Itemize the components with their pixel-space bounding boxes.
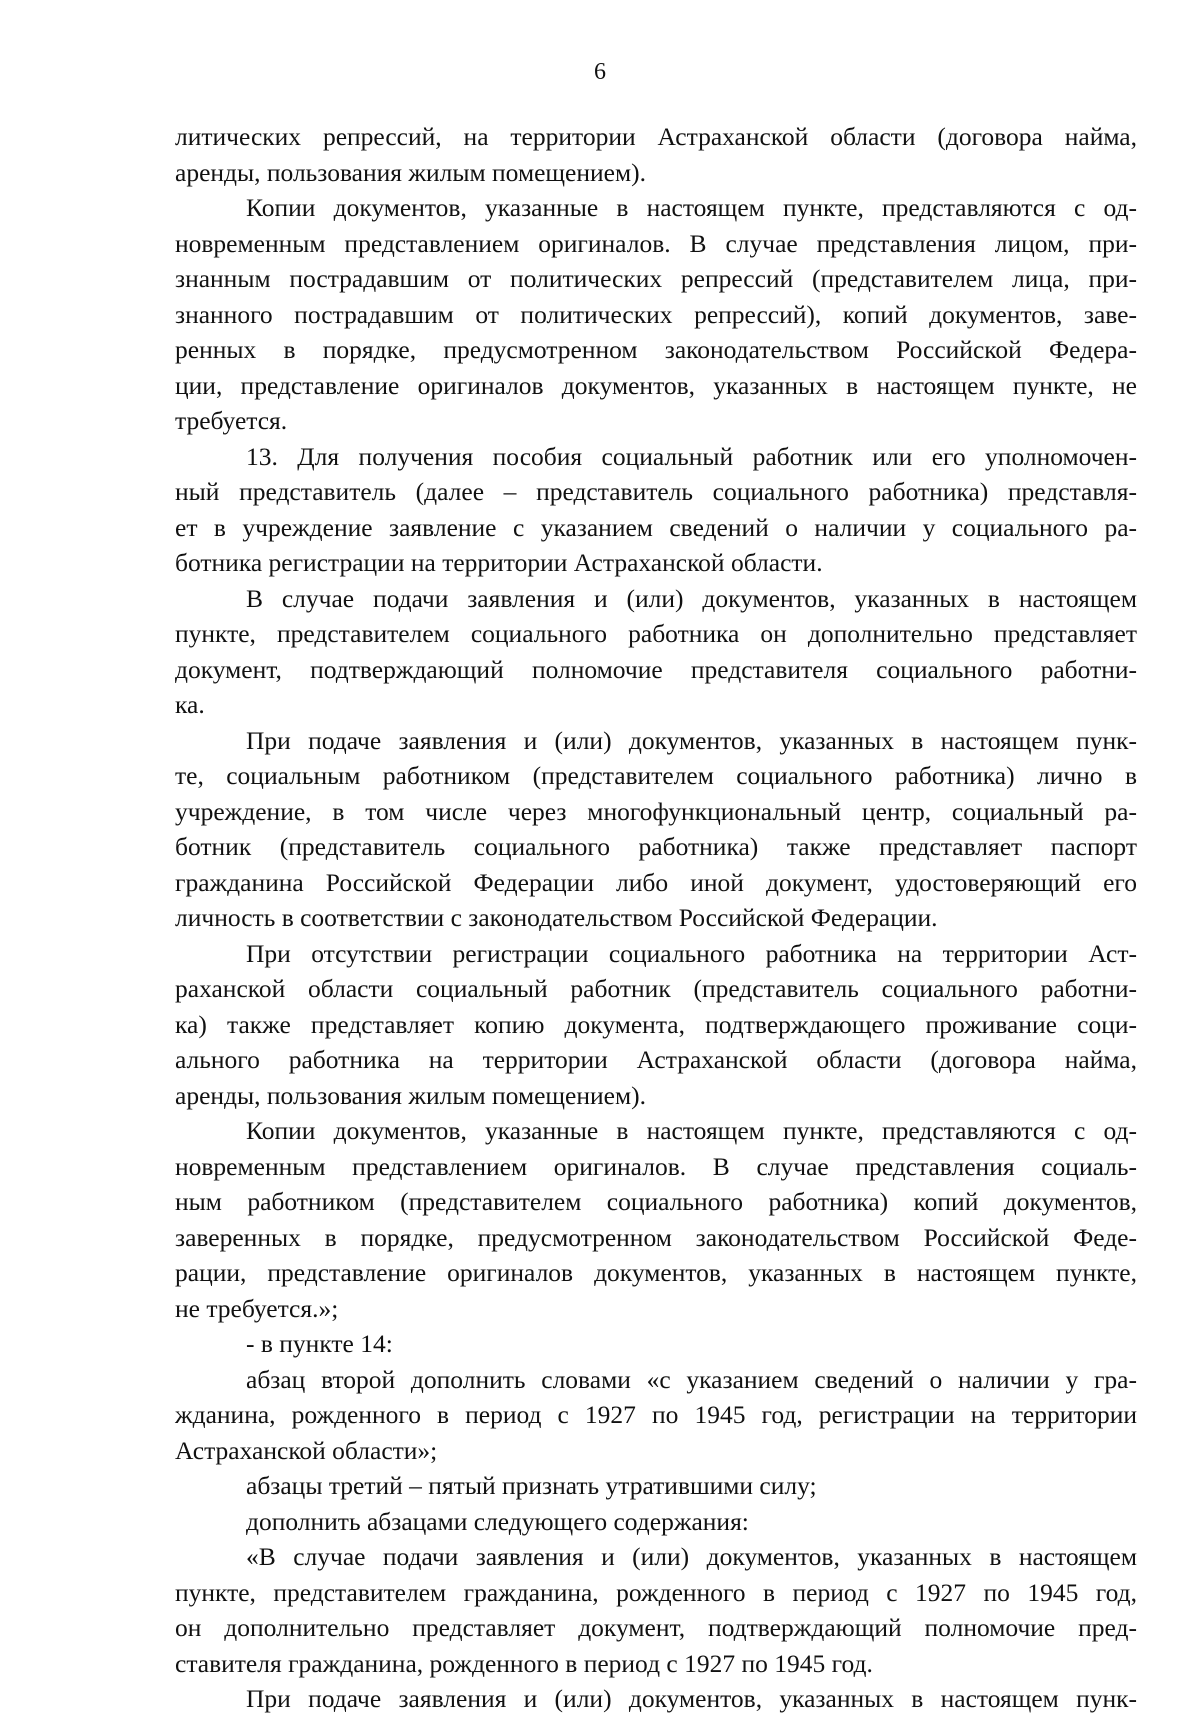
text-line: не требуется.»; bbox=[175, 1293, 339, 1323]
text-line: раханской области социальный работник (представитель социального работни- bbox=[175, 974, 1137, 1003]
text-line: он дополнительно представляет документ, подтверждающий полномочие пред- bbox=[175, 1613, 1137, 1642]
text-line: ным работником (представителем социального работника) копий документов, bbox=[175, 1187, 1137, 1216]
text-line: дополнить абзацами следующего содержания: bbox=[246, 1506, 749, 1536]
text-line: ботник (представитель социального работника) также представляет паспорт bbox=[175, 832, 1137, 861]
text-line: ботника регистрации на территории Астраханской области. bbox=[175, 548, 823, 577]
text-line: личность в соответствии с законодательством Российской Федерации. bbox=[175, 903, 938, 932]
text-line: В случае подачи заявления и (или) документов, указанных в настоящем bbox=[246, 583, 1137, 613]
text-line: новременным представлением оригиналов. В случае представления социаль- bbox=[175, 1151, 1137, 1181]
document-body bbox=[175, 119, 1137, 1717]
text-line: При подаче заявления и (или) документов, указанных в настоящем пунк- bbox=[246, 725, 1137, 755]
text-line: те, социальным работником (представителем социального работника) лично в bbox=[175, 761, 1137, 790]
text-line: ции, представление оригиналов документов, указанных в настоящем пункте, не bbox=[175, 370, 1137, 400]
text-line: ставителя гражданина, рожденного в период с 1927 по 1945 год. bbox=[175, 1648, 873, 1678]
text-line: абзац второй дополнить словами «с указанием сведений о наличии у гра- bbox=[246, 1364, 1137, 1394]
text-line: требуется. bbox=[175, 406, 288, 435]
text-line: аренды, пользования жилым помещением). bbox=[175, 157, 646, 187]
text-line: ный представитель (далее – представитель социального работника) представля- bbox=[175, 477, 1137, 506]
text-line: новременным представлением оригиналов. В случае представления лицом, при- bbox=[175, 228, 1137, 258]
text-line: ального работника на территории Астраханской области (договора найма, bbox=[175, 1045, 1137, 1074]
text-line: «В случае подачи заявления и (или) документов, указанных в настоящем bbox=[246, 1542, 1137, 1571]
text-line: знанным пострадавшим от политических репрессий (представителем лица, при- bbox=[175, 264, 1137, 293]
text-line: Копии документов, указанные в настоящем пункте, представляются с од- bbox=[246, 1116, 1137, 1145]
text-line: 13. Для получения пособия социальный работник или его уполномочен- bbox=[246, 441, 1137, 471]
text-line: гражданина Российской Федерации либо иной документ, удостоверяющий его bbox=[175, 867, 1137, 897]
text-line: При отсутствии регистрации социального работника на территории Аст- bbox=[246, 938, 1137, 968]
text-line: аренды, пользования жилым помещением). bbox=[175, 1080, 646, 1110]
text-line: пункте, представителем социального работника он дополнительно представляет bbox=[175, 619, 1137, 648]
text-line: знанного пострадавшим от политических репрессий), копий документов, заве- bbox=[175, 299, 1137, 329]
text-line: Астраханской области»; bbox=[175, 1435, 438, 1465]
text-line: ка) также представляет копию документа, подтверждающего проживание соци- bbox=[175, 1009, 1137, 1039]
page-number: 6 bbox=[594, 59, 606, 85]
text-line: ренных в порядке, предусмотренном законодательством Российской Федера- bbox=[175, 335, 1137, 364]
text-line: литических репрессий, на территории Астраханской области (договора найма, bbox=[175, 122, 1137, 151]
text-line: абзацы третий – пятый признать утратившими силу; bbox=[246, 1471, 817, 1500]
text-line: учреждение, в том числе через многофункциональный центр, социальный ра- bbox=[175, 796, 1137, 826]
text-line: - в пункте 14: bbox=[246, 1329, 393, 1358]
text-line: рации, представление оригиналов документов, указанных в настоящем пункте, bbox=[175, 1258, 1137, 1287]
text-line: жданина, рожденного в период с 1927 по 1945 год, регистрации на территории bbox=[175, 1400, 1137, 1429]
text-line: заверенных в порядке, предусмотренном законодательством Российской Феде- bbox=[175, 1222, 1137, 1252]
text-line: пункте, представителем гражданина, рожденного в период с 1927 по 1945 год, bbox=[175, 1577, 1137, 1607]
text-line: При подаче заявления и (или) документов, указанных в настоящем пунк- bbox=[246, 1684, 1137, 1713]
text-line: ка. bbox=[175, 690, 205, 719]
text-line: ет в учреждение заявление с указанием сведений о наличии у социального ра- bbox=[175, 512, 1137, 542]
text-line: документ, подтверждающий полномочие представителя социального работни- bbox=[175, 654, 1137, 684]
text-line: Копии документов, указанные в настоящем пункте, представляются с од- bbox=[246, 193, 1137, 222]
